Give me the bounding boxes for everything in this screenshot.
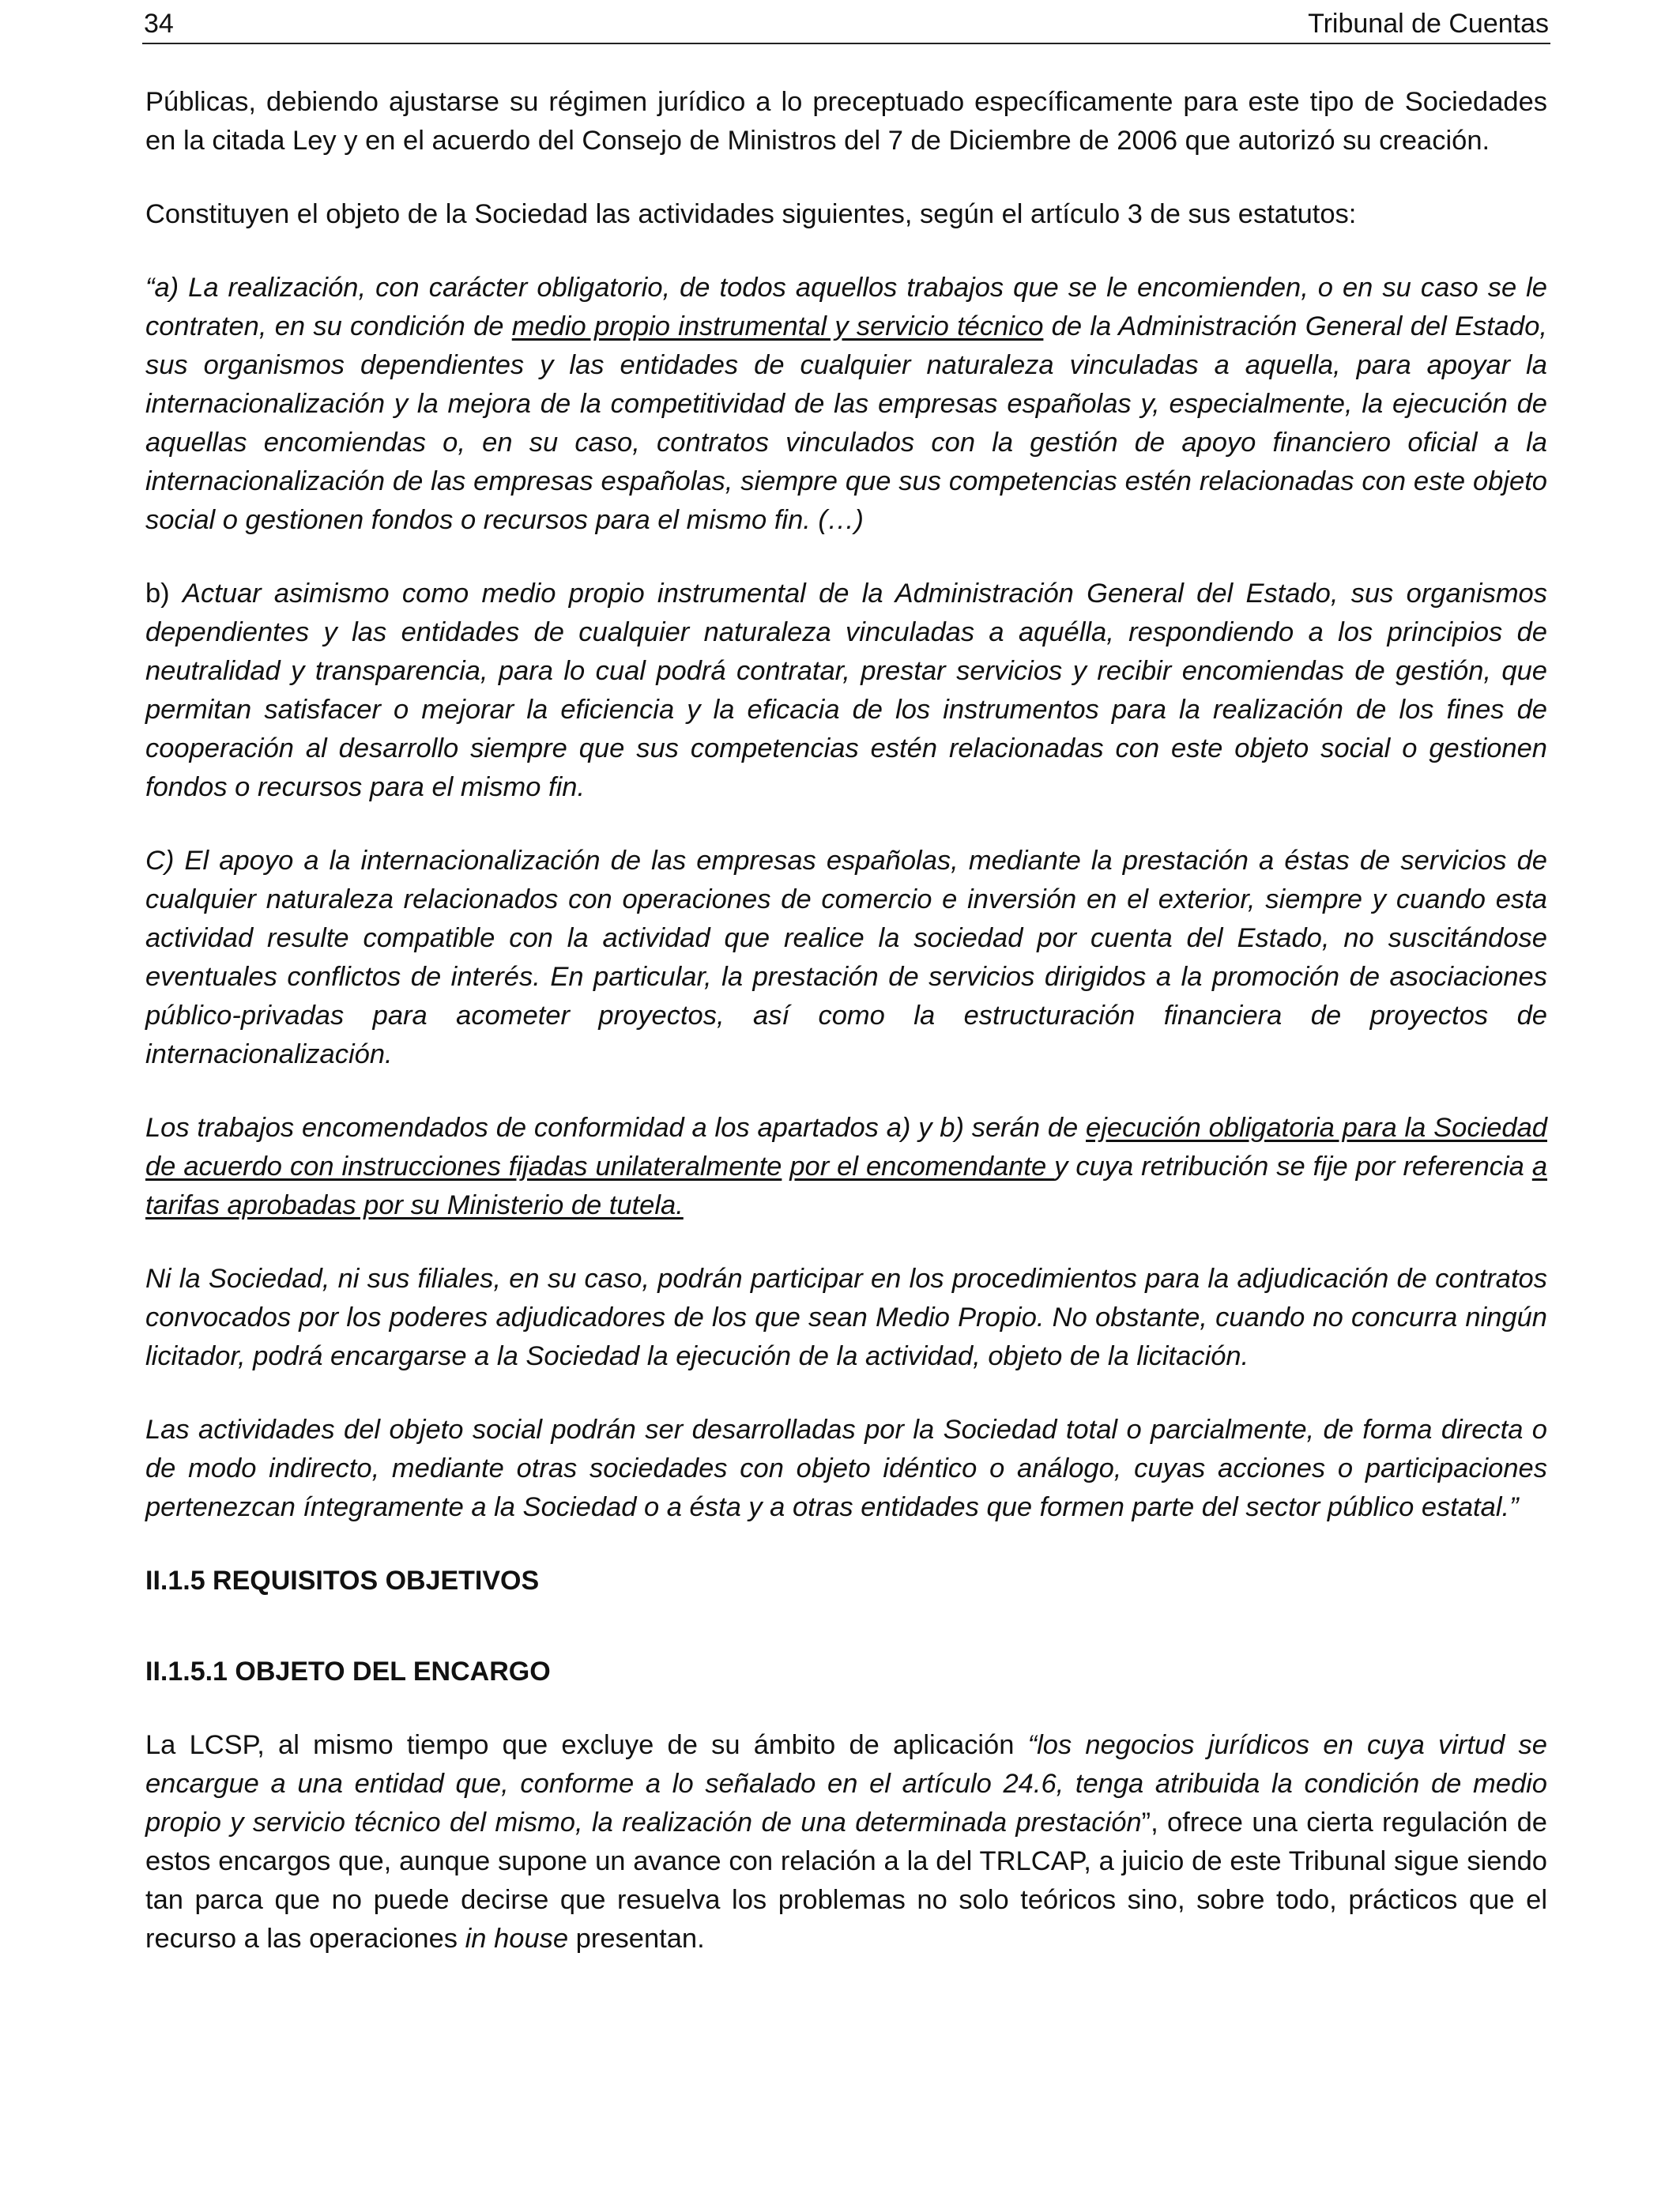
trabajos-text-1: Los trabajos encomendados de conformidad a los apartados a) y b) serán de [145, 1113, 1087, 1143]
underlined-phrase: medio propio instrumental y servicio técnico [511, 311, 1044, 341]
paragraph-1: Públicas, debiendo ajustarse su régimen jurídico a lo preceptuado específicamente para este tipo de Sociedades en la citada Ley y en el acuerdo del Consejo de Ministros del 7 de Diciembre de 2006 que autorizó su creación. [145, 87, 1547, 156]
paragraph-2: Constituyen el objeto de la Sociedad las actividades siguientes, según el artículo 3 de sus estatutos: [145, 199, 1357, 229]
final-paragraph-quote: “los negocios jurídicos en cuya virtud se encargue a una entidad que, conforme a lo señalado en el artículo 24.6, tenga atribuida la condición de medio propio y servicio técnico del mismo, la realización de una determinada prestación [145, 1730, 1547, 1838]
underlined-phrase-tarifas: a tarifas aprobadas por su Ministerio de tutela. [145, 1152, 1547, 1220]
section-heading: II.1.5 REQUISITOS OBJETIVOS [145, 1566, 540, 1596]
final-paragraph-text-1: La LCSP, al mismo tiempo que excluye de su ámbito de aplicación [145, 1730, 1028, 1760]
final-paragraph-text-2: ”, ofrece una cierta regulación de estos encargos que, aunque supone un avance con relación a la del TRLCAP, a juicio de este Tribunal sigue siendo tan parca que no puede decirse que resuelva los problemas no solo teóricos sino, sobre todo, prácticos que el recurso a las operaciones [145, 1808, 1547, 1954]
quoted-paragraph-actividades: Las actividades del objeto social podrán ser desarrolladas por la Sociedad total o parcialmente, de forma directa o de modo indirecto, mediante otras sociedades con objeto idéntico o análogo, cuyas acciones o participaciones pertenezcan íntegramente a la Sociedad o a ésta y a otras entidades que formen parte del sector público estatal.” [145, 1415, 1547, 1522]
underlined-phrase-ejecucion: ejecución obligatoria para la Sociedad de acuerdo con instrucciones fijadas unilateralmente [145, 1113, 1547, 1182]
quoted-paragraph-b-text: Actuar asimismo como medio propio instrumental de la Administración General del Estado, sus organismos dependientes y las entidades de cualquier naturaleza vinculadas a aquélla, respondiendo a los principios de neutralidad y transparencia, para lo cual podrá contratar, prestar servicios y recibir encomiendas de gestión, que permitan satisfacer o mejorar la eficiencia y la eficacia de los instrumentos para la realización de los fines de cooperación al desarrollo siempre que sus competencias estén relacionadas con este objeto social o gestionen fondos o recursos para el mismo fin. [145, 579, 1547, 802]
header-title: Tribunal de Cuentas [1308, 9, 1549, 39]
in-house-term: in house [465, 1924, 569, 1954]
quoted-paragraph-a-text-2: de la Administración General del Estado, sus organismos dependientes y las entidades de cualquier naturaleza vinculadas a aquella, para apoyar la internacionalización y la mejora de la competitividad de las empresas españolas y, especialmente, la ejecución de aquellas encomiendas o, en su caso, contratos vinculados con la gestión de apoyo financiero oficial a la internacionalización de las empresas españolas, siempre que sus competencias estén relacionadas con este objeto social o gestionen fondos o recursos para el mismo fin. (…) [145, 311, 1548, 535]
quoted-paragraph-b-lead: b) [145, 579, 183, 609]
final-paragraph [145, 1726, 1547, 1958]
subsection-heading: II.1.5.1 OBJETO DEL ENCARGO [145, 1657, 551, 1687]
document-body [145, 83, 1547, 1993]
page-header [142, 5, 1550, 44]
trabajos-text-2: y cuya retribución se fije por referencia [1054, 1152, 1532, 1182]
quoted-paragraph-filiales: Ni la Sociedad, ni sus filiales, en su caso, podrán participar en los procedimientos para la adjudicación de contratos convocados por los poderes adjudicadores de los que sean Medio Propio. No obstante, cuando no concurra ningún licitador, podrá encargarse a la Sociedad la ejecución de la actividad, objeto de la licitación. [145, 1264, 1547, 1371]
final-paragraph-text-3: presentan. [568, 1924, 705, 1954]
underlined-phrase-encomendante: por el encomendante [789, 1152, 1055, 1182]
quoted-paragraph-c: C) El apoyo a la internacionalización de las empresas españolas, mediante la prestación a éstas de servicios de cualquier naturaleza relacionados con operaciones de comercio e inversión en el exterior, siempre y cuando esta actividad resulte compatible con la actividad que realice la sociedad por cuenta del Estado, no suscitándose eventuales conflictos de interés. En particular, la prestación de servicios dirigidos a la promoción de asociaciones público-privadas para acometer proyectos, así como la estructuración financiera de proyectos de internacionalización. [145, 846, 1547, 1069]
trabajos-space [782, 1152, 789, 1182]
quoted-paragraph-a [145, 269, 1547, 540]
quoted-paragraph-trabajos [145, 1109, 1547, 1225]
quoted-paragraph-b [145, 575, 1547, 807]
quoted-paragraph-a-text-1: “a) La realización, con carácter obligatorio, de todos aquellos trabajos que se le encomienden, o en su caso se le contraten, en su condición de [145, 273, 1547, 341]
page-number: 34 [144, 9, 174, 39]
